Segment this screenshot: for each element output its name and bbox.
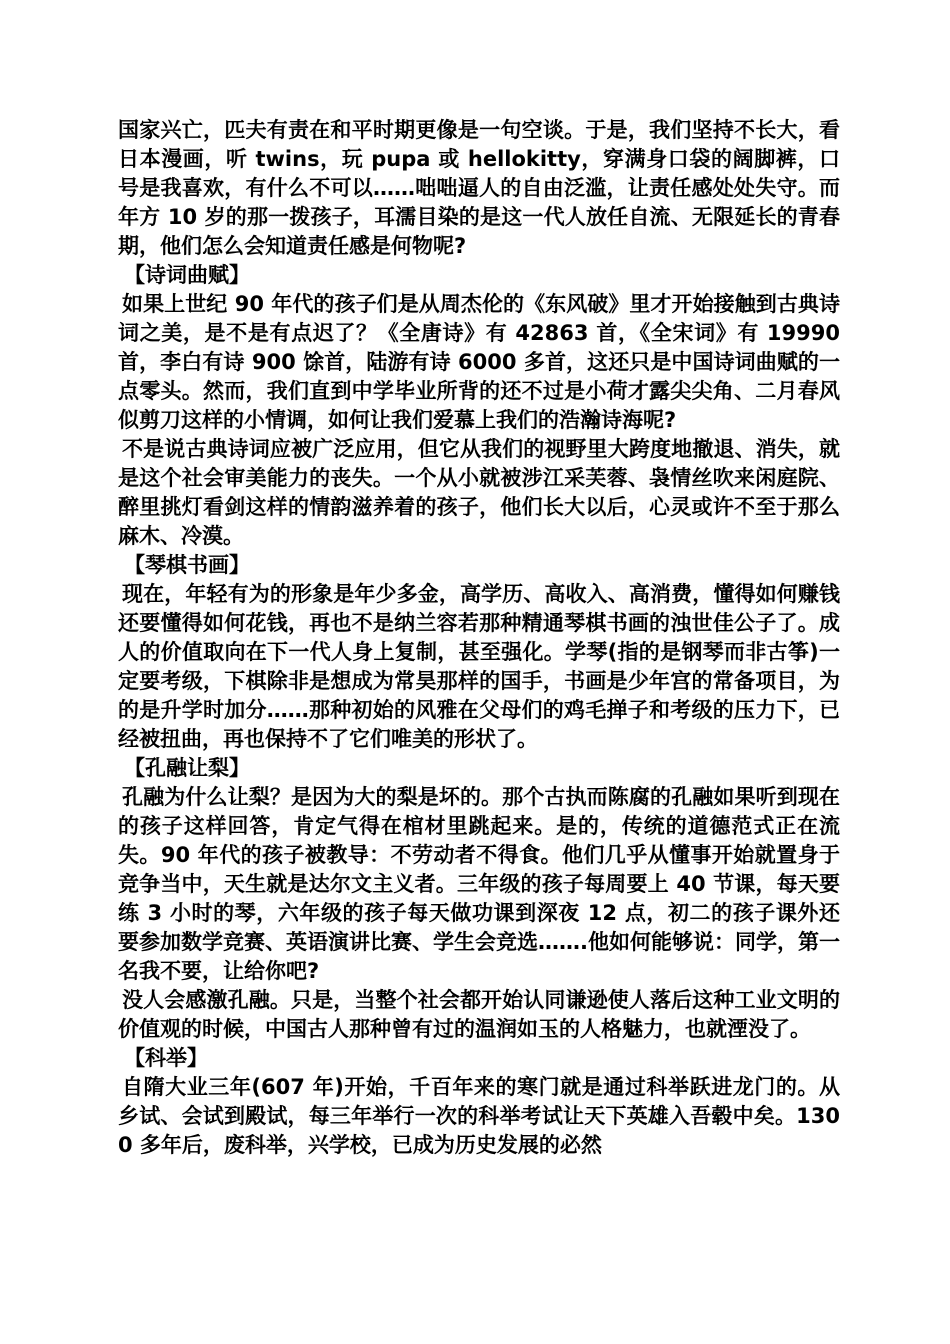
paragraph-arts: 现在，年轻有为的形象是年少多金，高学历、高收入、高消费，懂得如何赚钱还要懂得如何花钱，再也不是纳兰容若那种精通琴棋书画的浊世佳公子了。成人的价值取向在下一代人身上复制，甚至强化。学琴(指的是钢琴而非古筝)一定要考级，下棋除非是想成为常昊那样的国手，书画是少年宫的常备项目，为的是升学时加分……那种初始的风雅在父母们的鸡毛掸子和考级的压力下，已经被扭曲，再也保持不了它们唯美的形状了。 <box>118 582 840 751</box>
paragraph-poetry-2: 不是说古典诗词应被广泛应用，但它从我们的视野里大跨度地撤退、消失，就是这个社会审美能力的丧失。一个从小就被涉江采芙蓉、袅情丝吹来闲庭院、醉里挑灯看剑这样的情韵滋养着的孩子，他们长大以后，心灵或许不至于那么麻木、冷漠。 <box>118 437 840 548</box>
section-heading-arts: 【琴棋书画】 <box>124 553 250 577</box>
section-heading-poetry: 【诗词曲赋】 <box>124 263 250 287</box>
paragraph-keju: 自隋大业三年(607 年)开始，千百年来的寒门就是通过科举跃进龙门的。从乡试、会试到殿试，每三年举行一次的科举考试让天下英雄入吾毂中矣。1300 多年后，废科举，兴学校，已成为历史发展的必然 <box>118 1075 840 1157</box>
paragraph-poetry-1: 如果上世纪 90 年代的孩子们是从周杰伦的《东风破》里才开始接触到古典诗词之美，是不是有点迟了？《全唐诗》有 42863 首，《全宋词》有 19990 首，李白有诗 900 馀首，陆游有诗 6000 多首，这还只是中国诗词曲赋的一点零头。然而，我们直到中学毕业所背的还不过是小荷才露尖尖角、二月春风似剪刀这样的小情调，如何让我们爱慕上我们的浩瀚诗海呢? <box>118 292 840 432</box>
section-heading-kongrong: 【孔融让梨】 <box>124 756 250 780</box>
section-heading-keju: 【科举】 <box>124 1046 208 1070</box>
document-page <box>118 116 840 1160</box>
paragraph-kongrong-2: 没人会感激孔融。只是，当整个社会都开始认同谦逊使人落后这种工业文明的价值观的时候，中国古人那种曾有过的温润如玉的人格魅力，也就湮没了。 <box>118 988 840 1041</box>
paragraph-kongrong-1: 孔融为什么让梨？是因为大的梨是坏的。那个古执而陈腐的孔融如果听到现在的孩子这样回答，肯定气得在棺材里跳起来。是的，传统的道德范式正在流失。90 年代的孩子被教导：不劳动者不得食。他们几乎从懂事开始就置身于竞争当中，天生就是达尔文主义者。三年级的孩子每周要上 40 节课，每天要练 3 小时的琴，六年级的孩子每天做功课到深夜 12 点，初二的孩子课外还要参加数学竞赛、英语演讲比赛、学生会竞选…….他如何能够说：同学，第一名我不要，让给你吧? <box>118 785 840 983</box>
paragraph-responsibility: 国家兴亡，匹夫有责在和平时期更像是一句空谈。于是，我们坚持不长大，看日本漫画，听 twins，玩 pupa 或 hellokitty，穿满身口袋的阔脚裤，口号是我喜欢，有什么不可以……咄咄逼人的自由泛滥，让责任感处处失守。而年方 10 岁的那一拨孩子，耳濡目染的是这一代人放任自流、无限延长的青春期，他们怎么会知道责任感是何物呢? <box>118 118 840 258</box>
